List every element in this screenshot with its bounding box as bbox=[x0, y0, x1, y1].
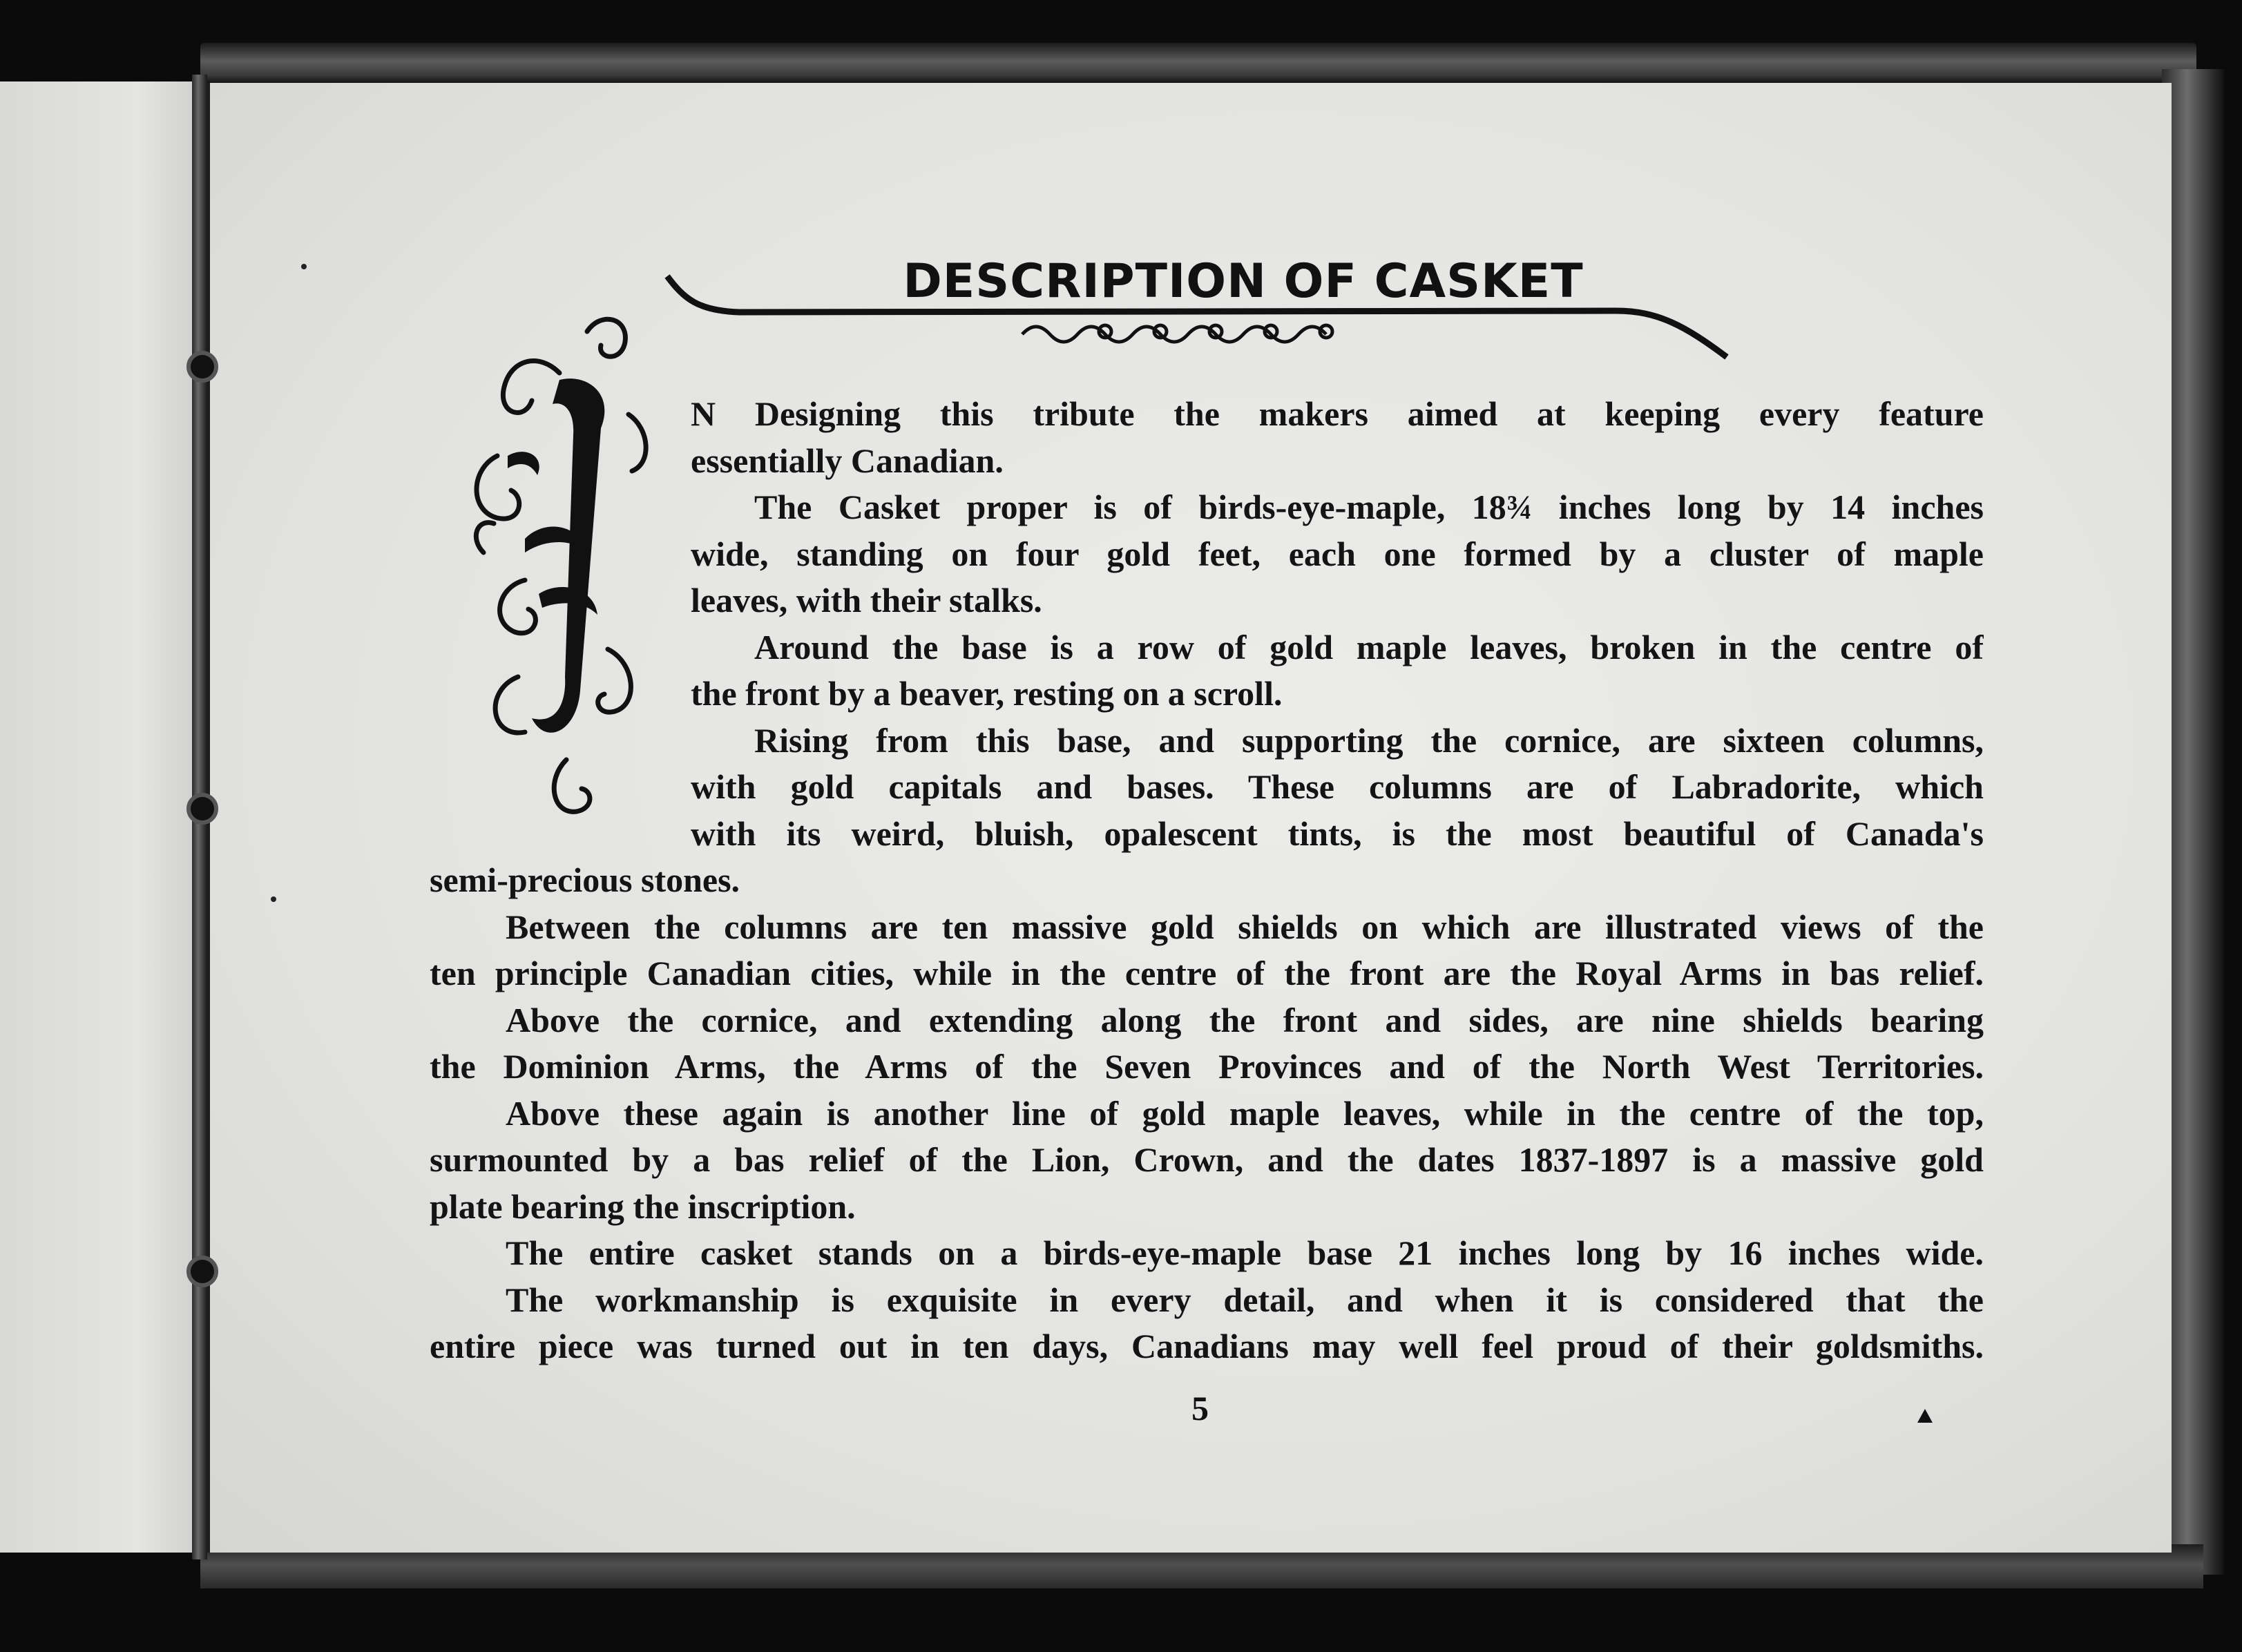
text-line: the front by a beaver, resting on a scroll. bbox=[691, 674, 1283, 713]
facing-page-edge bbox=[0, 81, 199, 1553]
text-line: plate bearing the inscription. bbox=[430, 1187, 856, 1226]
text-line: ten principle Canadian cities, while in the centre of the front are the Royal Arms in bas relief. bbox=[430, 954, 1984, 992]
text-line: surmounted by a bas relief of the Lion, Crown, and the dates 1837-1897 is a massive gold bbox=[430, 1140, 1984, 1179]
triangle-mark-icon bbox=[1917, 1409, 1933, 1423]
text-line: with its weird, bluish, opalescent tints, is the most beautiful of Canada's bbox=[691, 814, 1984, 853]
body-text bbox=[430, 391, 1984, 1370]
text-line: leaves, with their stalks. bbox=[691, 581, 1042, 620]
text-line: Above the cornice, and extending along the front and sides, are nine shields bearing bbox=[506, 1000, 1984, 1039]
text-line: The workmanship is exquisite in every detail, and when it is considered that the bbox=[506, 1280, 1984, 1319]
text-line: Rising from this base, and supporting the cornice, are sixteen columns, bbox=[754, 720, 1984, 760]
page-number: 5 bbox=[1191, 1389, 1209, 1428]
text-line: wide, standing on four gold feet, each one formed by a cluster of maple bbox=[691, 534, 1984, 573]
text-line: N Designing this tribute the makers aimed at keeping every feature bbox=[691, 394, 1984, 433]
title-flourish-icon bbox=[663, 271, 1741, 367]
text-line: Above these again is another line of gold maple leaves, while in the centre of the top, bbox=[506, 1093, 1984, 1133]
text-line: Around the base is a row of gold maple leaves, broken in the centre of bbox=[754, 627, 1984, 666]
text-line: entire piece was turned out in ten days, Canadians may well feel proud of their goldsmiths. bbox=[430, 1327, 1984, 1365]
album-top-edge bbox=[200, 43, 2196, 83]
text-line: The Casket proper is of birds-eye-maple, 18¾ inches long by 14 inches bbox=[754, 488, 1984, 526]
binding-hole-icon bbox=[186, 1256, 218, 1287]
text-line: Between the columns are ten massive gold shields on which are illustrated views of the bbox=[506, 907, 1984, 946]
text-line: with gold capitals and bases. These columns are of Labradorite, which bbox=[691, 767, 1984, 806]
binding-hole-icon bbox=[186, 793, 218, 825]
page-speck bbox=[301, 264, 307, 269]
page-speck bbox=[271, 896, 276, 902]
binding-hole-icon bbox=[186, 351, 218, 383]
page-title: DESCRIPTION OF CASKET bbox=[903, 254, 1584, 309]
text-line: the Dominion Arms, the Arms of the Seven Provinces and of the North West Territories. bbox=[430, 1047, 1984, 1086]
text-line: semi-precious stones. bbox=[430, 861, 740, 899]
text-line: essentially Canadian. bbox=[691, 441, 1004, 480]
text-line: The entire casket stands on a birds-eye-maple base 21 inches long by 16 inches wide. bbox=[506, 1233, 1984, 1272]
